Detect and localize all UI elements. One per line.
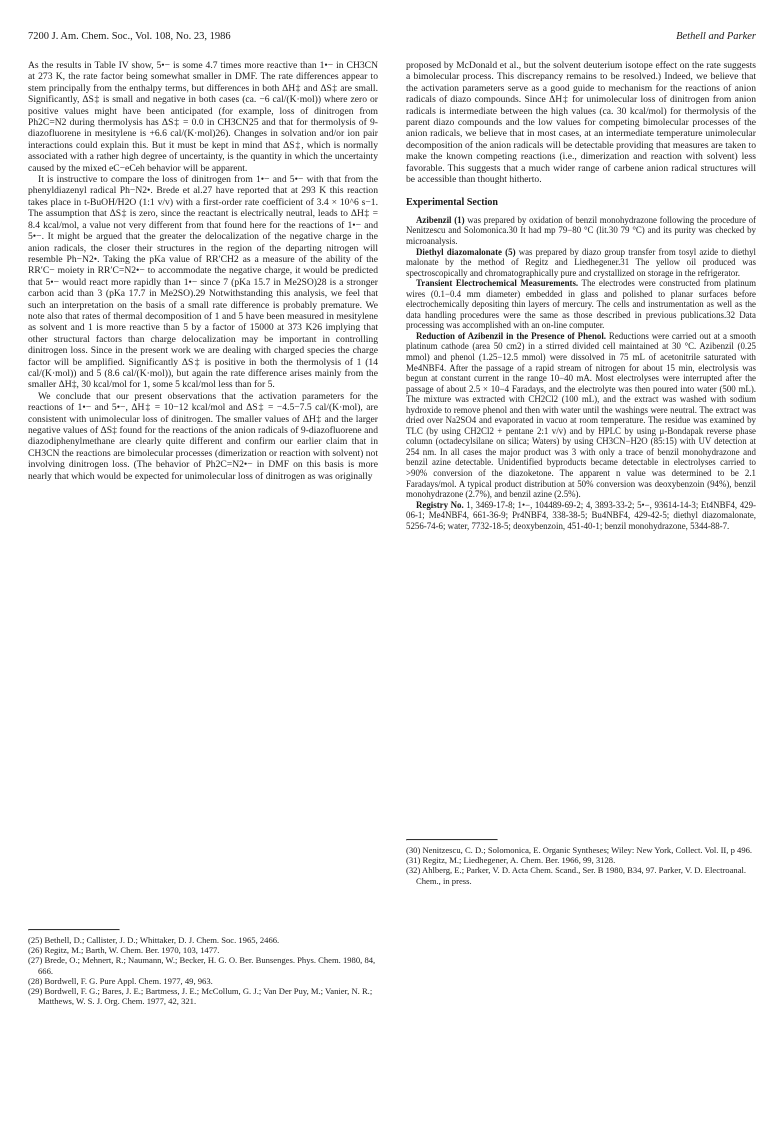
paragraph-text: The electrodes were constructed from platinum wires (0.1−0.4 mm diameter) embedded in glass and polished to planar surfaces before electrochemically depositing thin layers of mercury. The cells and instrumentation as well as the data handling procedures were the same as those described in previous publications.32 Data processing was accomplished with an on-line computer. xyxy=(406,278,756,331)
footnote: (31) Regitz, M.; Liedhegener, A. Chem. Ber. 1966, 99, 3128. xyxy=(406,855,616,866)
running-header xyxy=(28,30,756,44)
experimental-paragraph xyxy=(406,215,756,247)
runin-heading: Azibenzil (1) xyxy=(416,214,465,225)
paragraph-text: was prepared by oxidation of benzil monohydrazone following the procedure of Nenitzescu and Solomonica.30 It had mp 79−80 °C (lit.30 79 °C) and its purity was checked by microanalysis. xyxy=(406,214,756,246)
footnote: (27) Brede, O.; Mehnert, R.; Naumann, W.; Becker, H. G. O. Ber. Bunsenges. Phys. Chem. 1980, 84, 666. xyxy=(28,955,376,976)
footnote-rule xyxy=(28,929,120,931)
registry-numbers xyxy=(406,500,756,532)
experimental-paragraph xyxy=(406,278,756,331)
experimental-paragraph xyxy=(406,331,756,500)
registry-label: Registry No. xyxy=(416,499,464,510)
runin-heading: Diethyl diazomalonate (5) xyxy=(416,246,516,257)
runin-heading: Transient Electrochemical Measurements. xyxy=(416,278,579,289)
footnotes-left xyxy=(28,935,378,1006)
section-heading: Experimental Section xyxy=(406,197,498,209)
footnote: (29) Bordwell, F. G.; Bares, J. E.; Bartmess, J. E.; McCollum, G. J.; Van Der Puy, M.; Vanier, N. R.; Matthews, W. S. J. Org. Chem. 1977, 42, 321. xyxy=(28,986,373,1007)
footnote: (32) Ahlberg, E.; Parker, V. D. Acta Chem. Scand., Ser. B 1980, B34, 97. Parker, V. D. Electroanal. Chem., in press. xyxy=(406,865,747,886)
experimental-section xyxy=(406,215,756,500)
journal-citation: 7200 J. Am. Chem. Soc., Vol. 108, No. 23, 1986 xyxy=(28,31,231,42)
body-paragraph: It is instructive to compare the loss of dinitrogen from 1•− and 5•− with that from the phenyldiazenyl radical Ph−N2•. Brede et al.27 have reported that at 293 K this reaction takes place in t-BuOH/H2O (1:1 v/v) with a first-order rate coefficient of 3.4 × 10^6 s−1. The assumption that ΔS‡ is zero, since the reactant is electrically neutral, leads to ΔH‡ = 8.4 kcal/mol, a value not very different from that found here for the reactions of 1•− and 5•−. It might be argued that the greater the delocalization of the negative charge in the anion radicals, the closer their structures in the region of the departing nitrogen will resemble Ph−N2•. Taking the pKa value of RR′CH2 as a measure of the ability of the RR′C− moiety in RR′C=N2•− to accommodate the negative charge, it would be predicted that 5•− would react more rapidly than 1•− since 7 (pKa 15.7 in Me2SO)28 is a stronger carbon acid than 3 (pKa 17.7 in Me2SO).29 Notwithstanding this analysis, we feel that such an interpretation on the basis of a small rate difference is probably premature. We note also that rates of thermal decomposition of 1 and 5 have been measured in mesitylene as solvent and 1 is more reactive than 5 by a factor of 15000 at 373 K26 implying that other structural factors than charge delocalization may be important in controlling dinitrogen loss. Since in the present work we are dealing with charged species the charge factor will be amplified. Significantly ΔS‡ is positive in both the thermolysis of 1 (14 cal/(K·mol)) and 5 (8.6 cal/(K·mol)), but again the rate difference arises mainly from the smaller ΔH‡, 30 kcal/mol for 1, some 5 kcal/mol less than for 5. xyxy=(28,174,378,391)
runin-heading: Reduction of Azibenzil in the Presence of Phenol. xyxy=(416,330,607,341)
body-paragraph: proposed by McDonald et al., but the solvent deuterium isotope effect on the rate suggests a bimolecular process. This discrepancy remains to be resolved.) Indeed, we believe that the activation parameters serve as a good guide to mechanism for the reactions of anion radicals of diazo compounds. Since ΔH‡ for unimolecular loss of dinitrogen from anion radicals is intermediate between the high values (ca. 30 kcal/mol) for thermolysis of the parent diazo compounds and the low values for competing bimolecular processes of the anion radicals, we believe that in most cases, at an intermediate temperature unimolecular decomposition of the anion radicals will be detectable providing that measures are taken to make the known competing reactions (i.e., dimerization and reaction with solvent) less favorable. This suggests that a much wider range of carbene anion radical structures will be accessible than thought hitherto. xyxy=(406,60,756,186)
footnote-rule xyxy=(406,839,498,841)
footnote: (25) Bethell, D.; Callister, J. D.; Whittaker, D. J. Chem. Soc. 1965, 2466. xyxy=(28,935,280,945)
paragraph-text: Reductions were carried out at a smooth platinum cathode (area 50 cm2) in a stirred divided cell maintained at 30 °C. Azibenzil (0.25 mmol) and phenol (1.25−12.5 mmol) were dissolved in 75 mL of acetonitrile saturated with Me4NBF4. After the passage of a rapid stream of nitrogen for about 15 min, electrolysis was begun at constant current in the range 10−40 mA. Most electrolyses were interrupted after the passage of about 2.5 × 10−4 Faradays, and the electrolyte was then poured into water (500 mL). The mixture was extracted with CH2Cl2 (100 mL), and the extract was washed with sodium hydroxide to remove phenol and then with water until the washings were neutral. The extract was dried over Na2SO4 and evaporated in vacuo at room temperature. The residue was examined by TLC (by using CH2Cl2 + pentane 2:1 v/v) and by HPLC by using μ-Bondapak reverse phase column (octadecylsilane on silica; Waters) by using CH3CN−H2O (85:15) with UV detection at 254 nm. In all cases the major product was 3 with only a trace of benzil monohydrazone and benzil azine detectable. Unidentified byproducts became detectable in electrolyses carried to >90% conversion of the diazoketone. The apparent n value was determined to be 2.1 Faradays/mol. A typical product distribution at 50% conversion was deoxybenzoin (94%), benzil monohydrazone (2.7%), and benzil azine (2.5%). xyxy=(406,330,756,500)
experimental-paragraph xyxy=(406,247,756,279)
left-column xyxy=(28,60,378,482)
footnotes-right xyxy=(406,845,756,886)
footnote: (28) Bordwell, F. G. Pure Appl. Chem. 1977, 49, 963. xyxy=(28,975,213,986)
registry-text: 1, 3469-17-8; 1•−, 104489-69-2; 4, 3893-33-2; 5•−, 93614-14-3; Et4NBF4, 429-06-1; Me4NBF4, 661-36-9; Pr4NBF4, 338-38-5; Bu4NBF4, 429-42-5; diethyl diazomalonate, 5256-74-6; water, 7732-18-5; deoxybenzoin, 451-40-1; benzil monohydrazone, 5344-88-7. xyxy=(406,499,757,531)
body-paragraph: As the results in Table IV show, 5•− is some 4.7 times more reactive than 1•− in CH3CN at 273 K, the rate factor being somewhat smaller in DMF. The rate differences appear to stem principally from the enthalpy terms, but differences in both ΔH‡ and ΔS‡ are small. Significantly, ΔS‡ is small and negative in both cases (ca. −6 cal/(K·mol)) where zero or positive values might have been anticipated (for example, loss of dinitrogen from Ph2C=N2 during thermolysis has ΔS‡ = 0.0 in CH3CN25 and that for thermolysis of 9-diazofluorene in mesitylene is +6.6 cal/(K·mol)26). Changes in solvation and/or ion pair interactions could explain this. But it must be kept in mind that ΔS‡, which is normally associated with a rather high degree of uncertainty, is the quantity in which the uncertainty caused by the mixed eC−eCeh behavior will be apparent. xyxy=(28,60,378,174)
footnote: (26) Regitz, M.; Barth, W. Chem. Ber. 1970, 103, 1477. xyxy=(28,945,220,956)
author-names: Bethell and Parker xyxy=(676,31,756,42)
footnote: (30) Nenitzescu, C. D.; Solomonica, E. Organic Syntheses; Wiley: New York, Collect. Vol. II, p 496. xyxy=(406,845,753,855)
right-column xyxy=(406,60,756,531)
paragraph-text: was prepared by diazo group transfer from tosyl azide to diethyl malonate by the method of Regitz and Liedhegener.31 The yellow oil produced was spectroscopically and chromatographically pure and crystallized on storage in the refrigerator. xyxy=(406,246,756,278)
body-paragraph: We conclude that our present observations that the activation parameters for the reactions of 1•− and 5•−, ΔH‡ = 10−12 kcal/mol and ΔS‡ = −4.5−7.5 cal/(K·mol), are consistent with unimolecular loss of dinitrogen. The smaller values of ΔH‡ and the larger negative values of ΔS‡ found for the reactions of the anion radicals of 9-diazofluorene and diazodiphenylmethane are clearly quite different and confirm our earlier claim that in CH3CN the reactions are bimolecular processes (dimerization or reaction with solvent) not involving dinitrogen loss. (The behavior of Ph2C=N2•− in DMF on this basis is more nearly that which would be expected for unimolecular loss of dinitrogen as was originally xyxy=(28,390,378,482)
